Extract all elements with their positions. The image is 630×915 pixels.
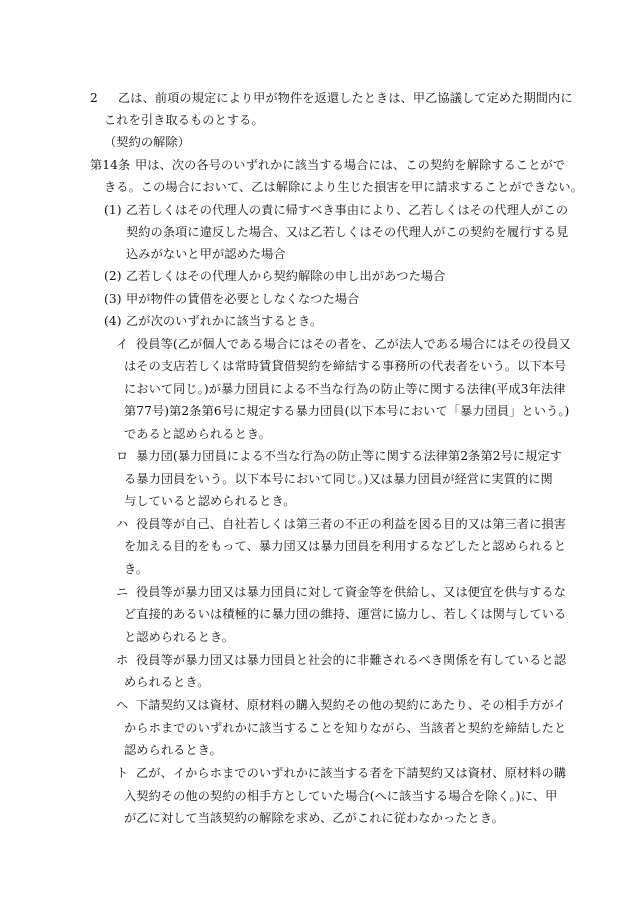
subitem-mark: ハ: [116, 517, 129, 531]
para-number: 2: [90, 91, 98, 105]
item-number: (2): [104, 269, 122, 283]
item-text: 乙若しくはその代理人から契約解除の申し出があつた場合: [126, 269, 446, 283]
subitem-text: 役員等が自己、自社若しくは第三者の不正の利益を図る目的又は第三者に損害: [136, 517, 567, 531]
subitem-text: 役員等が暴力団又は暴力団員に対して資金等を供給し、又は便宜を供与するな: [136, 585, 567, 599]
article-text: 甲は、次の各号のいずれかに該当する場合には、この契約を解除することがで: [135, 158, 566, 172]
subitem-text: 第77号)第2条第6号に規定する暴力団員(以下本号において「暴力団員」という。): [124, 404, 570, 418]
article-number: 第14条: [90, 158, 131, 172]
subitem-text: において同じ。)が暴力団員による不当な行為の防止等に関する法律(平成3年法律: [124, 382, 566, 396]
subitem-text: 与していると認められるとき。: [124, 494, 296, 508]
item-text: 乙若しくはその代理人の責に帰すべき事由により、乙若しくはその代理人がこの: [126, 203, 569, 217]
subitem-mark: ホ: [116, 653, 129, 667]
subitem-text: 暴力団(暴力団員による不当な行為の防止等に関する法律第2条第2号に規定す: [136, 449, 563, 463]
item-text: 込みがないと甲が認めた場合: [126, 247, 286, 261]
subitem-mark: ヘ: [116, 698, 129, 712]
subitem-text: められるとき。: [124, 675, 210, 689]
subitem-mark: ト: [116, 766, 129, 780]
subitem-text: 認められるとき。: [124, 743, 222, 757]
subitem-text: が乙に対して当該契約の解除を求め、乙がこれに従わなかったとき。: [124, 811, 504, 825]
subitem-text: はその支店若しくは常時賃貸借契約を締結する事務所の代表者をいう。以下本号: [124, 359, 567, 373]
section-heading: （契約の解除）: [104, 135, 191, 149]
subitem-mark: ニ: [116, 585, 129, 599]
subitem-text: 下請契約又は資材、原材料の購入契約その他の契約にあたり、その相手方がイ: [136, 698, 567, 712]
subitem-text: 乙が、イからホまでのいずれかに該当する者を下請契約又は資材、原材料の購: [136, 766, 567, 780]
subitem-text: 入契約その他の契約の相手方としていた場合(へに該当する場合を除く。)に、甲: [124, 789, 558, 803]
subitem-text: る暴力団員をいう。以下本号において同じ。)又は暴力団員が経営に実質的に関: [124, 472, 553, 486]
item-number: (4): [104, 314, 122, 328]
item-number: (1): [104, 203, 122, 217]
item-text: 甲が物件の賃借を必要としなくなつた場合: [126, 292, 360, 306]
item-text: 契約の条項に違反した場合、又は乙若しくはその代理人がこの契約を履行する見: [126, 225, 569, 239]
subitem-mark: イ: [116, 337, 129, 351]
article-text: きる。この場合において、乙は解除により生じた損害を甲に請求することができない。: [104, 180, 583, 194]
subitem-mark: ロ: [116, 449, 129, 463]
para-text: 乙は、前項の規定により甲が物件を返還したときは、甲乙協議して定めた期間内に: [118, 91, 573, 105]
subitem-text: 役員等が暴力団又は暴力団員と社会的に非難されるべき関係を有していると認: [136, 653, 567, 667]
subitem-text: からホまでのいずれかに該当することを知りながら、当該者と契約を締結したと: [124, 721, 567, 735]
subitem-text: 役員等(乙が個人である場合にはその者を、乙が法人である場合にはその役員又: [136, 337, 571, 351]
item-number: (3): [104, 292, 122, 306]
subitem-text: を加える目的をもって、暴力団又は暴力団員を利用するなどしたと認められると: [124, 539, 567, 553]
subitem-text: と認められるとき。: [124, 630, 235, 644]
subitem-text: ど直接的あるいは積極的に暴力団の維持、運営に協力し、若しくは関与している: [124, 607, 567, 621]
para-text: これを引き取るものとする。: [104, 113, 264, 127]
subitem-text: き。: [124, 562, 149, 576]
subitem-text: であると認められるとき。: [124, 427, 271, 441]
item-text: 乙が次のいずれかに該当するとき。: [126, 314, 323, 328]
